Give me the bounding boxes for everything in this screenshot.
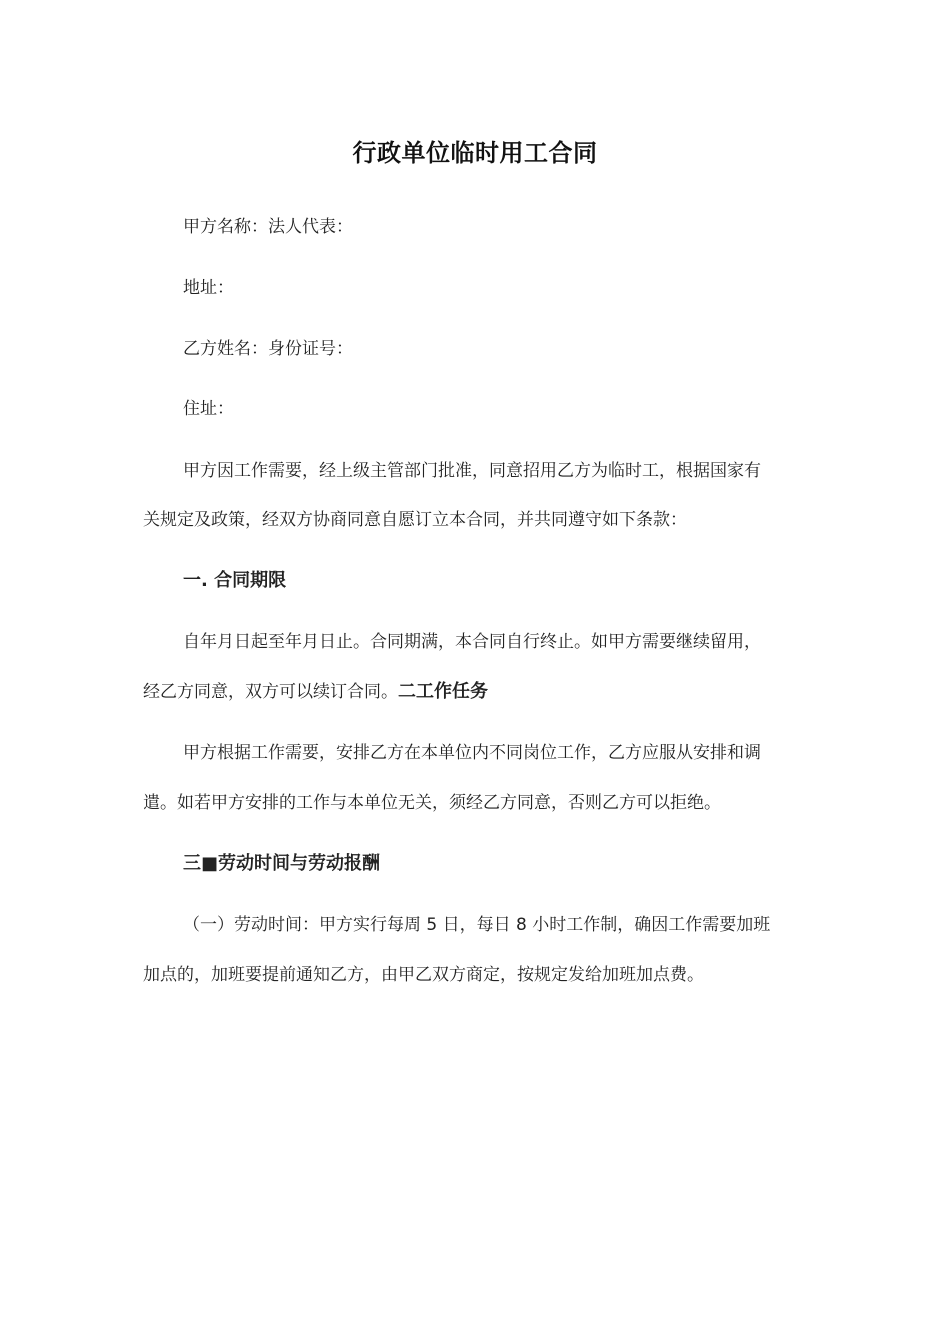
residence-line: 住址： [183,399,234,419]
page-title: 行政单位临时用工合同 [352,139,598,167]
section-3-line-2: 加点的，加班要提前通知乙方，由甲乙双方商定，按规定发给加班加点费。 [143,965,704,985]
section-2-line-2: 遣。如若甲方安排的工作与本单位无关，须经乙方同意，否则乙方可以拒绝。 [143,793,721,813]
section-1-line-2 [143,680,488,704]
section-2-heading: 二工作任务 [398,681,488,702]
section-1-line-1: 自年月日起至年月日止。合同期满，本合同自行终止。如甲方需要继续留用， [183,632,761,652]
section-3-heading: 三■劳动时间与劳动报酬 [183,853,381,874]
party-a-name-line: 甲方名称：法人代表： [183,217,353,237]
address-line: 地址： [183,278,234,298]
intro-paragraph-line-1: 甲方因工作需要，经上级主管部门批准，同意招用乙方为临时工，根据国家有 [183,461,761,481]
intro-paragraph-line-2: 关规定及政策，经双方协商同意自愿订立本合同，并共同遵守如下条款： [143,510,687,530]
section-1-heading: 一. 合同期限 [183,570,287,591]
section-3-line-1: （一）劳动时间：甲方实行每周 5 日，每日 8 小时工作制，确因工作需要加班 [183,915,771,935]
section-1-line-2-text: 经乙方同意，双方可以续订合同。 [143,682,398,702]
party-b-name-line: 乙方姓名：身份证号： [183,339,353,359]
section-2-line-1: 甲方根据工作需要，安排乙方在本单位内不同岗位工作，乙方应服从安排和调 [183,743,761,763]
